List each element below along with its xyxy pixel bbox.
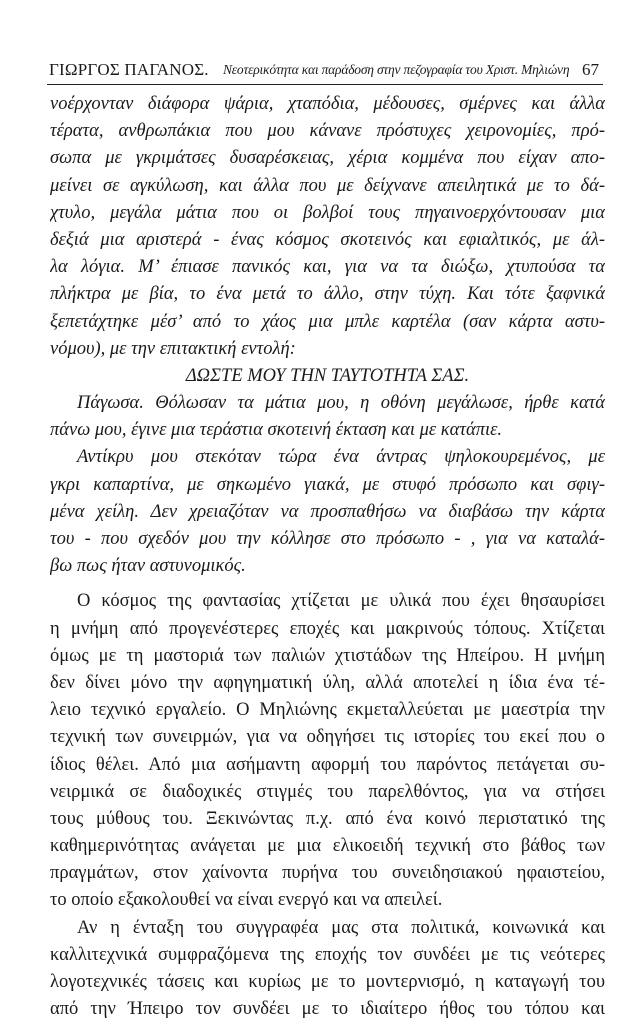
text-line: καλλιτεχνικά συμφραζόμενα της εποχής τον συνδέει με τις νεότερες xyxy=(50,944,605,965)
text-line: σωπα με γκριμάτσες δυσαρέσκειας, χέρια κομμένα που είχαν απο- xyxy=(50,148,605,169)
text-line: τέρατα, ανθρωπάκια που μου κάνανε πρόστυχες χειρονομίες, πρό- xyxy=(50,121,605,142)
text-line: δεξιά μια αριστερά - ένας κόσμος σκοτεινός και εφιαλτικός, με άλ- xyxy=(50,229,605,250)
text-line: λειο τεχνικό εργαλείο. Ο Μηλιώνης εκμεταλλεύεται με μαεστρία την xyxy=(50,700,605,721)
header-author: ΓΙΩΡΓΟΣ ΠΑΓΑΝΟΣ. xyxy=(49,60,209,79)
text-line: η μνήμη από προγενέστερες εποχές και μακρινούς τόπους. Χτίζεται xyxy=(50,618,605,639)
text-line: μένα χείλη. Δεν χρειαζόταν να προσπαθήσω να διαβάσω την κάρτα xyxy=(50,501,605,522)
command-line: ΔΩΣΤΕ ΜΟΥ ΤΗΝ ΤΑΥΤΟΤΗΤΑ ΣΑΣ. xyxy=(185,365,470,386)
paragraph-gap xyxy=(50,580,605,588)
text-line: όμως με τη μαστοριά των παλιών χτιστάδων της Ηπείρου. Η μνήμη xyxy=(50,645,605,666)
text-line: ίδιος θέλει. Από μια ασήμαντη αφορμή του παρόντος πετάγεται συ- xyxy=(50,754,605,775)
header-subtitle: Νεοτερικότητα και παράδοση στην πεζογραφία του Χριστ. Μηλιώνη xyxy=(223,62,570,77)
page-body xyxy=(50,91,605,1023)
text-line: χτυλο, μεγάλα μάτια που οι βολβοί τους πηγαινοερχόντουσαν μια xyxy=(50,202,605,223)
text-line: το οποίο εξακολουθεί να είναι ενεργό και να απειλεί. xyxy=(50,890,443,911)
text-line: νειρμικά σε διαδοχικές στιγμές του παρελθόντος, για να στήσει xyxy=(50,781,605,802)
text-line: Αν η ένταξη του συγγραφέα μας στα πολιτικά, κοινωνικά και xyxy=(77,917,605,938)
text-line: Ο κόσμος της φαντασίας χτίζεται με υλικά που έχει θησαυρίσει xyxy=(77,591,605,612)
text-line: νόμου), με την επιτακτική εντολή: xyxy=(50,338,296,359)
text-line: Πάγωσα. Θόλωσαν τα μάτια μου, η οθόνη μεγάλωσε, ήρθε κατά xyxy=(77,393,605,414)
page-number: 67 xyxy=(582,60,599,79)
text-line: του - που σχεδόν μου την κόλλησε στο πρόσωπο - , για να καταλά- xyxy=(50,529,605,549)
text-line: πάνω μου, έγινε μια τεράστια σκοτεινή έκταση και με κατάπιε. xyxy=(50,420,503,441)
text-line: βω πως ήταν αστυνομικός. xyxy=(50,556,246,577)
running-header xyxy=(47,58,603,85)
text-line: ξεπετάχτηκε μέσ’ από το χάος μια μπλε καρτέλα (σαν κάρτα αστυ- xyxy=(50,311,605,332)
text-line: τους μύθους του. Ξεκινώντας π.χ. από ένα κοινό περιστατικό της xyxy=(50,808,605,829)
text-line: πλήκτρα με βία, το ένα μετά το άλλο, στην τύχη. Και τότε ξαφνικά xyxy=(50,284,605,305)
text-line: από την Ήπειρο τον συνδέει με το ιδιαίτερο ήθος του τόπου και xyxy=(50,999,605,1020)
text-line: πραγμάτων, στον χαίνοντα πυρήνα του συνειδησιακού ηφαιστείου, xyxy=(50,863,605,884)
text-line: μείνει σε αγκύλωση, και άλλα που με δείχνανε απειλητικά με το δά- xyxy=(50,175,605,196)
text-line: δεν δίνει μόνο την αφηγηματική ύλη, αλλά αποτελεί η ίδια ένα τέ- xyxy=(50,672,605,693)
text-line: τεχνική των συνειρμών, για να οδηγήσει τις ιστορίες του εκεί που ο xyxy=(50,727,605,748)
text-line: Αντίκρυ μου στεκόταν τώρα ένα άντρας ψηλοκουρεμένος, με xyxy=(77,447,605,468)
text-line: λα λόγια. Μ’ έπιασε πανικός και, για να τα διώξω, χτυπούσα τα xyxy=(50,257,605,278)
text-line: νοέρχονταν διάφορα ψάρια, χταπόδια, μέδουσες, σμέρνες και άλλα xyxy=(50,94,605,114)
text-line: καθημερινότητας ανάγεται με μια ελικοειδή τεχνική στο βάθος των xyxy=(50,836,605,857)
text-line: γκρι καπαρτίνα, με σηκωμένο γιακά, με στυφό πρόσωπο και σφιγ- xyxy=(50,474,605,495)
text-line: λογοτεχνικές τάσεις και κυρίως με το μοντερνισμό, η καταγωγή του xyxy=(50,972,605,992)
